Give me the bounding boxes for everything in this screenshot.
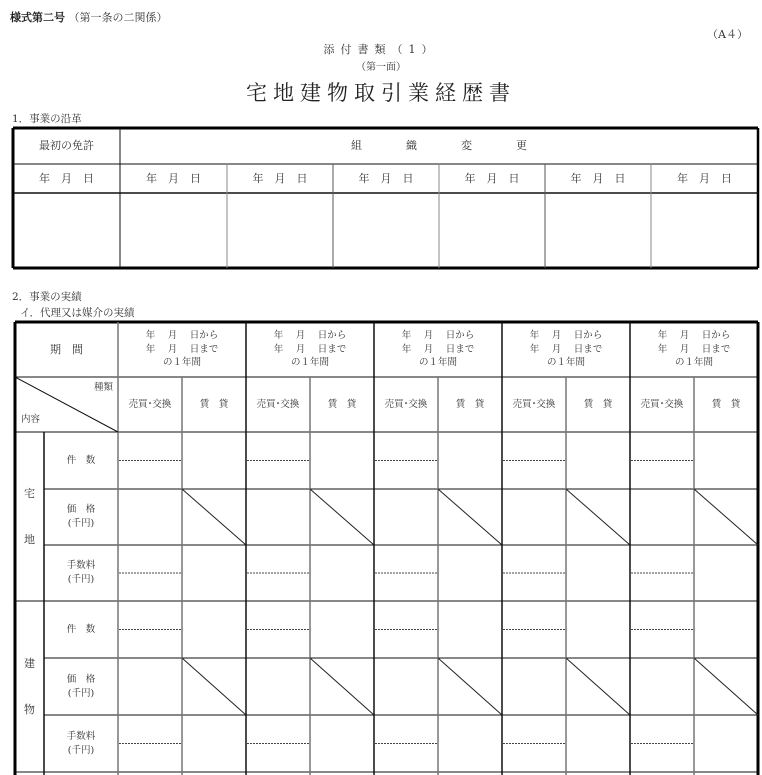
period-line: の１年間 [162, 357, 201, 369]
sale-value-cell[interactable] [630, 658, 694, 715]
period-line: の１年間 [418, 357, 457, 369]
sale-value-cell[interactable] [374, 658, 438, 715]
org-change-header: 組 織 変 更 [351, 139, 527, 153]
sale-exchange-header: 売買･交換 [512, 398, 556, 410]
sale-value-cell[interactable] [246, 489, 310, 545]
sale-value-cell[interactable] [374, 489, 438, 545]
row-label-line: 件 数 [66, 454, 96, 466]
sale-value-cell[interactable] [246, 715, 310, 772]
lease-value-cell[interactable] [438, 432, 502, 489]
lease-value-cell[interactable] [310, 658, 374, 715]
sale-value-cell[interactable] [374, 545, 438, 601]
lease-value-cell[interactable] [566, 715, 630, 772]
lease-value-cell[interactable] [438, 601, 502, 658]
first-license-header: 最初の免許 [39, 139, 94, 153]
period-header: 期 間 [50, 342, 83, 356]
row-label-line: 価 格 [66, 673, 96, 685]
lease-value-cell[interactable] [310, 715, 374, 772]
attachment-label: 添付書類（1） [323, 43, 439, 56]
sale-value-cell[interactable] [246, 545, 310, 601]
date-header: 年 月 日 [464, 171, 520, 185]
period-line: 年 月 日まで [657, 343, 731, 355]
sale-value-cell[interactable] [630, 432, 694, 489]
lease-value-cell[interactable] [566, 601, 630, 658]
lease-value-cell[interactable] [438, 658, 502, 715]
sale-value-cell[interactable] [502, 545, 566, 601]
form-number-label: 様式第二号 [10, 11, 65, 24]
type-label: 種類 [93, 382, 113, 394]
lease-value-cell[interactable] [566, 658, 630, 715]
lease-value-cell[interactable] [566, 489, 630, 545]
period-line: 年 月 日まで [529, 343, 603, 355]
lease-header: 賃 貸 [455, 398, 485, 410]
lease-header: 賃 貸 [711, 398, 741, 410]
sale-value-cell[interactable] [502, 658, 566, 715]
period-line: 年 月 日から [657, 329, 731, 341]
lease-header: 賃 貸 [583, 398, 613, 410]
period-line: の１年間 [290, 357, 329, 369]
row-label-line: (千円) [67, 574, 95, 585]
sale-value-cell[interactable] [502, 432, 566, 489]
section1-heading: 1．事業の沿革 [12, 113, 82, 125]
history-entry-cell[interactable] [439, 193, 545, 268]
row-label-line: 価 格 [66, 504, 96, 516]
period-line: の１年間 [546, 357, 585, 369]
row-label-line: 手数料 [66, 730, 96, 742]
row-label [44, 601, 118, 658]
lease-value-cell[interactable] [182, 658, 246, 715]
sale-value-cell[interactable] [502, 715, 566, 772]
lease-value-cell[interactable] [694, 658, 758, 715]
sale-value-cell[interactable] [374, 715, 438, 772]
period-line: 年 月 日から [529, 329, 603, 341]
history-entry-cell[interactable] [13, 193, 120, 268]
history-entry-cell[interactable] [227, 193, 333, 268]
lease-value-cell[interactable] [566, 545, 630, 601]
lease-value-cell[interactable] [438, 489, 502, 545]
lease-value-cell[interactable] [182, 489, 246, 545]
lease-value-cell[interactable] [310, 489, 374, 545]
row-label [44, 545, 118, 601]
content-label: 内容 [21, 414, 41, 426]
period-line: 年 月 日から [145, 329, 219, 341]
period-line: 年 月 日まで [273, 343, 347, 355]
lease-value-cell[interactable] [438, 715, 502, 772]
group-label-bottom: 地 [24, 532, 35, 546]
lease-value-cell[interactable] [694, 489, 758, 545]
paper-size: （A４） [707, 28, 748, 41]
sale-value-cell[interactable] [118, 489, 182, 545]
sale-value-cell[interactable] [502, 489, 566, 545]
lease-value-cell[interactable] [310, 432, 374, 489]
period-line: 年 月 日まで [401, 343, 475, 355]
sale-value-cell[interactable] [630, 545, 694, 601]
sale-value-cell[interactable] [118, 432, 182, 489]
document-title: 宅地建物取引業経歴書 [246, 81, 516, 105]
lease-value-cell[interactable] [310, 545, 374, 601]
lease-value-cell[interactable] [182, 432, 246, 489]
lease-value-cell[interactable] [694, 601, 758, 658]
history-entry-cell[interactable] [651, 193, 758, 268]
period-cell [502, 322, 630, 377]
lease-value-cell[interactable] [182, 715, 246, 772]
date-header: 年 月 日 [677, 171, 732, 185]
date-header: 年 月 日 [570, 171, 626, 185]
sale-value-cell[interactable] [502, 601, 566, 658]
history-entry-cell[interactable] [120, 193, 227, 268]
lease-value-cell[interactable] [694, 545, 758, 601]
row-label [44, 432, 118, 489]
date-header: 年 月 日 [252, 171, 308, 185]
row-label [44, 715, 118, 772]
date-header: 年 月 日 [146, 171, 201, 185]
lease-value-cell[interactable] [310, 601, 374, 658]
sale-exchange-header: 売買･交換 [640, 398, 684, 410]
row-label [44, 658, 118, 715]
sale-exchange-header: 売買･交換 [128, 398, 172, 410]
group-label-bottom: 物 [24, 702, 35, 716]
sale-value-cell[interactable] [630, 715, 694, 772]
page-label: （第一面） [356, 62, 406, 73]
date-header: 年 月 日 [39, 171, 94, 185]
lease-value-cell[interactable] [694, 715, 758, 772]
history-entry-cell[interactable] [333, 193, 439, 268]
group-label [15, 432, 44, 601]
sale-exchange-header: 売買･交換 [384, 398, 428, 410]
sale-value-cell[interactable] [374, 432, 438, 489]
lease-value-cell[interactable] [566, 432, 630, 489]
form-reference: （第一条の二関係） [68, 11, 168, 24]
lease-header: 賃 貸 [327, 398, 357, 410]
period-line: 年 月 日から [273, 329, 347, 341]
history-entry-cell[interactable] [545, 193, 651, 268]
sale-exchange-header: 売買･交換 [256, 398, 300, 410]
group-label [15, 601, 44, 772]
period-line: 年 月 日まで [145, 343, 219, 355]
group-label-top: 宅 [24, 486, 35, 500]
row-label-line: 手数料 [66, 560, 96, 572]
period-cell [374, 322, 502, 377]
sale-value-cell[interactable] [630, 489, 694, 545]
section2-heading: 2．事業の実績 [12, 291, 82, 303]
lease-value-cell[interactable] [438, 545, 502, 601]
sale-value-cell[interactable] [246, 658, 310, 715]
row-label-line: (千円) [67, 744, 95, 756]
sale-value-cell[interactable] [246, 601, 310, 658]
period-line: 年 月 日から [401, 329, 475, 341]
group-label-top: 建 [24, 656, 35, 670]
sale-value-cell[interactable] [246, 432, 310, 489]
row-label-line: (千円) [67, 518, 95, 529]
period-cell [118, 322, 246, 377]
lease-value-cell[interactable] [182, 545, 246, 601]
lease-value-cell[interactable] [182, 601, 246, 658]
sale-value-cell[interactable] [630, 601, 694, 658]
row-label-line: 件 数 [66, 623, 96, 635]
sale-value-cell[interactable] [118, 715, 182, 772]
period-cell [630, 322, 758, 377]
row-label-line: (千円) [67, 687, 95, 699]
sale-value-cell[interactable] [118, 545, 182, 601]
section2-subheading: イ．代理又は媒介の実績 [20, 307, 135, 319]
date-header: 年 月 日 [358, 171, 414, 185]
sale-value-cell[interactable] [118, 658, 182, 715]
period-line: の１年間 [674, 357, 713, 369]
lease-header: 賃 貸 [199, 398, 229, 410]
period-cell [246, 322, 374, 377]
row-label [44, 489, 118, 545]
sale-value-cell[interactable] [374, 601, 438, 658]
sale-value-cell[interactable] [118, 601, 182, 658]
lease-value-cell[interactable] [694, 432, 758, 489]
